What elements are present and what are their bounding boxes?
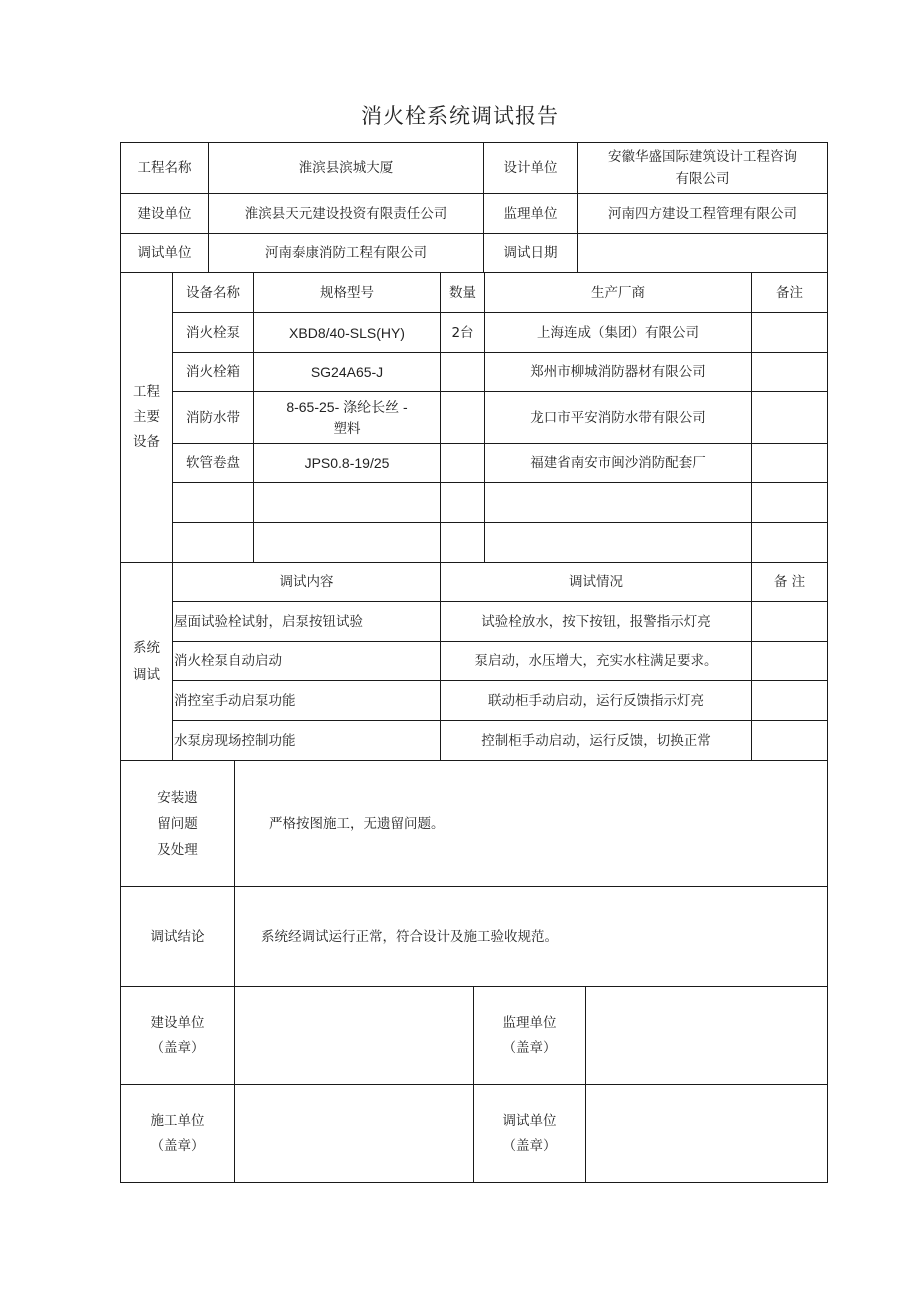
commissioning-date-label: 调试日期 (503, 245, 558, 261)
equipment-remark (752, 392, 827, 443)
test-header-content: 调试内容 (279, 574, 334, 590)
equipment-qty (441, 444, 484, 482)
design-unit-value (578, 143, 827, 193)
construction-seal-label (121, 987, 234, 1084)
test-content: 消控室手动启泵功能 (174, 692, 296, 709)
issues-label-line: 及处理 (157, 841, 198, 858)
signature-seal-note: （盖章） (502, 1039, 557, 1056)
signature-unit-label: 建设单位 (150, 1014, 205, 1031)
section-label-line: 工程 (133, 384, 160, 400)
test-content: 消火栓泵自动启动 (174, 653, 282, 669)
equipment-qty (441, 392, 484, 443)
equipment-maker: 郑州市柳城消防器材有限公司 (530, 364, 706, 380)
test-header-status: 调试情况 (569, 574, 623, 590)
test-status: 试验栓放水，按下按钮，报警指示灯亮 (481, 613, 711, 630)
equipment-header-model: 规格型号 (320, 284, 374, 301)
supervision-seal-label (474, 987, 585, 1084)
design-unit-label: 设计单位 (503, 160, 558, 176)
commissioning-unit-label: 调试单位 (137, 245, 192, 261)
equipment-model-line1: 8-65-25- 涤纶长丝 - (286, 398, 408, 415)
commissioning-seal-area (586, 1085, 827, 1182)
construction-unit-label: 建设单位 (137, 205, 192, 222)
signature-seal-note: （盖章） (150, 1137, 205, 1154)
section-label-line: 主要 (133, 409, 160, 425)
issues-label (121, 761, 234, 886)
signature-unit-label: 施工单位 (150, 1112, 205, 1129)
test-status: 泵启动，水压增大，充实水柱满足要求。 (474, 653, 718, 669)
equipment-name: 消火栓箱 (186, 364, 240, 380)
equipment-model-line2: 塑料 (333, 420, 361, 437)
section-label-line: 设备 (133, 434, 160, 450)
divider (172, 482, 828, 483)
design-unit-line2: 有限公司 (675, 171, 730, 187)
signature-seal-note: （盖章） (502, 1137, 557, 1154)
equipment-remark (752, 444, 827, 482)
signature-unit-label: 监理单位 (502, 1014, 557, 1031)
page-title: 消火栓系统调试报告 (361, 104, 559, 128)
project-name-label: 工程名称 (137, 160, 192, 176)
section-label-line: 调试 (133, 666, 160, 683)
table-border-right (827, 142, 828, 1183)
equipment-remark (752, 313, 827, 352)
test-header-remark: 备 注 (773, 574, 806, 590)
equipment-remark (752, 353, 827, 391)
equipment-qty: 2台 (451, 324, 474, 341)
equipment-model: XBD8/40-SLS(HY) (289, 324, 405, 341)
test-content: 屋面试验栓试射，启泵按钮试验 (174, 613, 363, 630)
equipment-header-name: 设备名称 (186, 284, 240, 301)
supervision-unit-label: 监理单位 (503, 205, 558, 222)
test-status: 联动柜手动启动，运行反馈指示灯亮 (488, 692, 704, 709)
test-status: 控制柜手动启动，运行反馈，切换正常 (481, 732, 711, 749)
test-content: 水泵房现场控制功能 (174, 732, 296, 749)
signature-unit-label: 调试单位 (502, 1112, 557, 1129)
signature-seal-note: （盖章） (150, 1039, 205, 1056)
section-label-line: 系统 (133, 639, 160, 656)
equipment-qty (441, 353, 484, 391)
design-unit-line1: 安徽华盛国际建筑设计工程咨询 (608, 149, 797, 165)
issues-label-line: 留问题 (157, 815, 198, 832)
commissioning-seal-label (474, 1085, 585, 1182)
builder-seal-label (121, 1085, 234, 1182)
supervision-seal-area (586, 987, 827, 1084)
issues-text: 严格按图施工，无遗留问题。 (269, 815, 445, 832)
project-name-value: 淮滨县滨城大厦 (298, 160, 394, 176)
equipment-section-label (121, 273, 172, 562)
system-test-section-label (121, 563, 172, 760)
construction-seal-area (235, 987, 473, 1084)
equipment-maker: 上海连成（集团）有限公司 (537, 324, 699, 341)
construction-unit-value: 淮滨县天元建设投资有限责任公司 (244, 205, 448, 222)
equipment-model: SG24A65-J (310, 364, 384, 380)
equipment-maker: 福建省南安市闽沙消防配套厂 (530, 455, 706, 471)
conclusion-text: 系统经调试运行正常，符合设计及施工验收规范。 (261, 928, 558, 945)
equipment-header-remark: 备注 (776, 284, 803, 301)
equipment-model (254, 392, 440, 443)
equipment-header-qty: 数量 (449, 284, 476, 301)
issues-label-line: 安装遗 (157, 789, 198, 806)
equipment-name: 消防水带 (186, 409, 240, 426)
equipment-header-maker: 生产厂商 (591, 284, 645, 301)
equipment-maker: 龙口市平安消防水带有限公司 (530, 409, 706, 426)
builder-seal-area (235, 1085, 473, 1182)
equipment-model: JPS0.8-19/25 (304, 455, 390, 471)
equipment-name: 消火栓泵 (186, 324, 240, 341)
table-border-bottom (120, 1182, 828, 1183)
equipment-name: 软管卷盘 (186, 455, 240, 471)
commissioning-date-value (578, 234, 827, 272)
commissioning-unit-value: 河南泰康消防工程有限公司 (265, 245, 427, 261)
conclusion-label: 调试结论 (150, 928, 205, 945)
divider (172, 522, 828, 523)
supervision-unit-value: 河南四方建设工程管理有限公司 (608, 205, 797, 222)
